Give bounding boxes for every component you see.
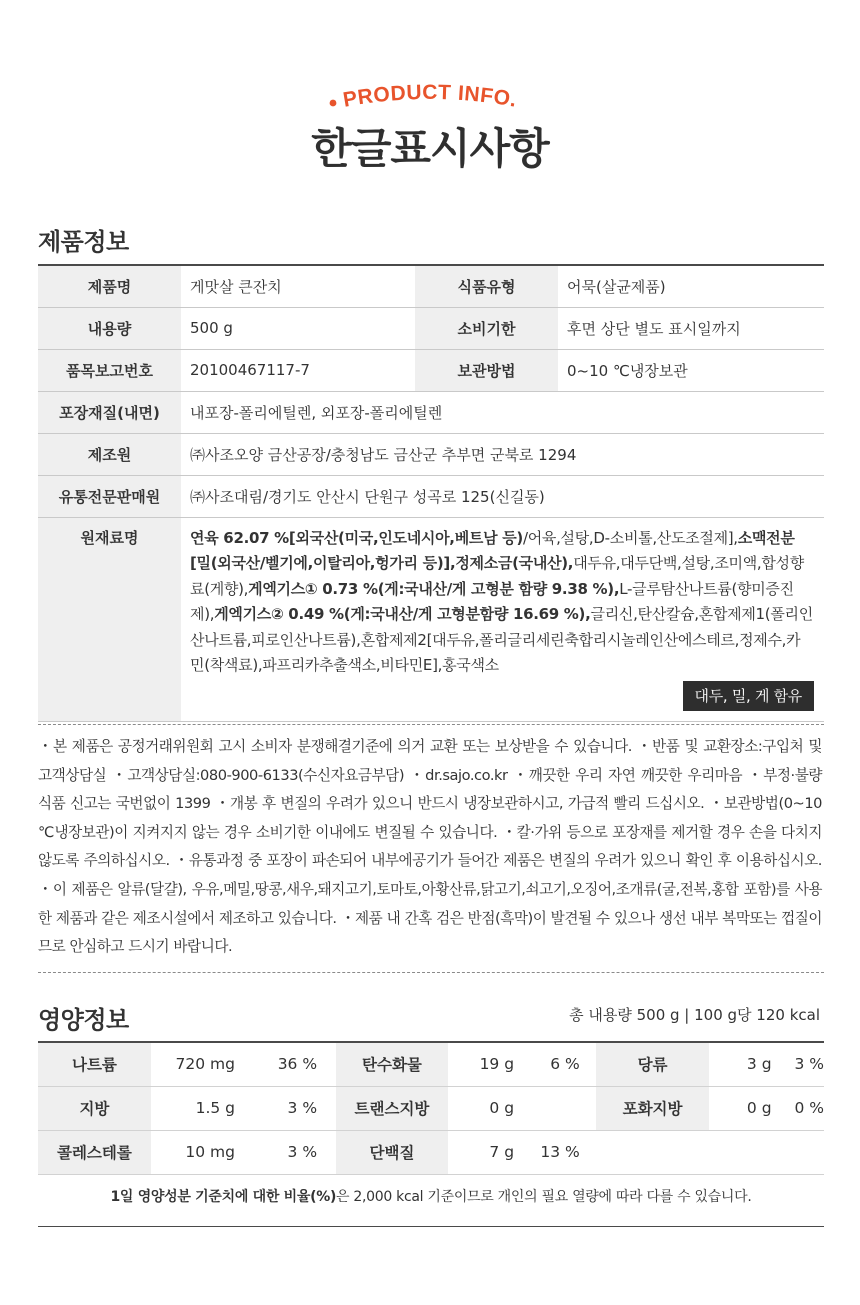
- info-key: 내용량: [38, 307, 181, 349]
- nutrient-amount: 0 g: [709, 1086, 772, 1130]
- product-info-table: [38, 264, 824, 722]
- nutrient-amount: 7 g: [448, 1130, 514, 1174]
- nutrient-percent: 0 %: [772, 1086, 824, 1130]
- info-key: 유통전문판매원: [38, 475, 181, 517]
- allergy-badge: 대두, 밀, 게 함유: [683, 681, 814, 711]
- nutrient-amount: 0 g: [448, 1086, 514, 1130]
- column-gap: [317, 1086, 335, 1130]
- info-value: 후면 상단 별도 표시일까지: [558, 307, 824, 349]
- nutrient-amount: 19 g: [448, 1042, 514, 1086]
- nutrient-percent: 36 %: [235, 1042, 317, 1086]
- ingredient-part: 대두유,대두단백,설탕,조미액,합성향료(게향),: [190, 554, 804, 598]
- ingredients-text: [190, 526, 814, 679]
- nutrient-name: 지방: [38, 1086, 151, 1130]
- info-key: 품목보고번호: [38, 349, 181, 391]
- nutrition-note-rest: 은 2,000 kcal 기준이므로 개인의 필요 열량에 따라 다를 수 있습니다.: [336, 1189, 752, 1205]
- eyebrow-text: PRODUCT INFO.: [341, 80, 519, 112]
- nutrition-note: [38, 1181, 824, 1227]
- nutrition-title: 영양정보: [38, 1006, 129, 1034]
- nutrient-name: 콜레스테롤: [38, 1130, 151, 1174]
- ingredient-part: L-글루탐산나트륨(향미증진제),: [190, 579, 794, 623]
- nutrition-table: [38, 1041, 824, 1175]
- svg-text:PRODUCT INFO.: [341, 81, 518, 112]
- ingredient-part: 게엑기스② 0.49 %(게:국내산/게 고형분함량 16.69 %),: [214, 605, 591, 623]
- column-gap: [317, 1042, 335, 1086]
- nutrient-percent: [772, 1130, 824, 1174]
- info-row: [38, 433, 824, 475]
- info-value: ㈜사조대림/경기도 안산시 단원구 성곡로 125(신길동): [181, 475, 824, 517]
- info-row: [38, 391, 824, 433]
- nutrient-amount: 1.5 g: [151, 1086, 235, 1130]
- nutrient-amount: [709, 1130, 772, 1174]
- nutrition-row: [38, 1042, 824, 1086]
- nutrition-note-bold: 1일 영양성분 기준치에 대한 비율(%): [110, 1189, 337, 1205]
- nutrient-name: 당류: [596, 1042, 709, 1086]
- info-row: [38, 307, 824, 349]
- info-value: ㈜사조오양 금산공장/충청남도 금산군 추부면 군북로 1294: [181, 433, 824, 475]
- product-info-eyebrow: [0, 70, 860, 120]
- info-row: [38, 475, 824, 517]
- info-value: 0~10 ℃냉장보관: [558, 349, 824, 391]
- page-title: 한글표시사항: [311, 124, 549, 173]
- info-key: 보관방법: [415, 349, 558, 391]
- info-value: 20100467117-7: [181, 349, 415, 391]
- nutrient-name: [596, 1130, 709, 1174]
- info-value: 내포장-폴리에틸렌, 외포장-폴리에틸렌: [181, 391, 824, 433]
- nutrition-row: [38, 1130, 824, 1174]
- nutrient-percent: 6 %: [514, 1042, 580, 1086]
- nutrient-amount: 10 mg: [151, 1130, 235, 1174]
- nutrient-percent: [514, 1086, 580, 1130]
- info-key: 제조원: [38, 433, 181, 475]
- ingredient-part: 게엑기스① 0.73 %(게:국내산/게 고형분 함량 9.38 %),: [248, 579, 620, 598]
- page-header: [0, 70, 860, 176]
- nutrient-percent: 3 %: [772, 1042, 824, 1086]
- column-gap: [580, 1130, 596, 1174]
- info-key: 원재료명: [38, 517, 181, 721]
- nutrition-total: 총 내용량 500 g | 100 g당 120 kcal: [569, 1006, 820, 1024]
- info-row-ingredients: [38, 517, 824, 721]
- eyebrow-dot-icon: [330, 100, 337, 107]
- nutrient-name: 단백질: [336, 1130, 449, 1174]
- info-value: 어묵(살균제품): [558, 265, 824, 307]
- info-key: 제품명: [38, 265, 181, 307]
- nutrient-name: 탄수화물: [336, 1042, 449, 1086]
- nutrient-percent: 13 %: [514, 1130, 580, 1174]
- ingredient-part: 글리신,탄산칼슘,혼합제제1(폴리인산나트륨,피로인산나트륨),혼합제제2[대두유,폴리글리세린축합리시놀레인산에스테르,정제수,카민(착색료),파프리카추출색소,비타민E],홍국색소: [190, 605, 813, 674]
- product-info-title: 제품정보: [38, 228, 129, 256]
- ingredient-part: 소맥전분[밀(외국산/벨기에,이탈리아,헝가리 등)],정제소금(국내산),: [190, 528, 795, 572]
- nutrition-row: [38, 1086, 824, 1130]
- column-gap: [580, 1042, 596, 1086]
- nutrient-name: 나트륨: [38, 1042, 151, 1086]
- info-key: 식품유형: [415, 265, 558, 307]
- info-row: [38, 265, 824, 307]
- column-gap: [317, 1130, 335, 1174]
- info-key: 포장재질(내면): [38, 391, 181, 433]
- nutrient-percent: 3 %: [235, 1130, 317, 1174]
- nutrient-percent: 3 %: [235, 1086, 317, 1130]
- nutrient-name: 포화지방: [596, 1086, 709, 1130]
- nutrient-amount: 720 mg: [151, 1042, 235, 1086]
- ingredient-part: /어육,설탕,D-소비톨,산도조절제],: [522, 528, 738, 547]
- ingredients-value: [181, 517, 824, 721]
- info-value: 게맛살 큰잔치: [181, 265, 415, 307]
- nutrient-amount: 3 g: [709, 1042, 772, 1086]
- info-key: 소비기한: [415, 307, 558, 349]
- info-value: 500 g: [181, 307, 415, 349]
- nutrient-name: 트랜스지방: [336, 1086, 449, 1130]
- ingredient-part: 연육 62.07 %[외국산(미국,인도네시아,베트남 등): [190, 528, 523, 547]
- column-gap: [580, 1086, 596, 1130]
- info-row: [38, 349, 824, 391]
- notice-text: ・본 제품은 공정거래위원회 고시 소비자 분쟁해결기준에 의거 교환 또는 보상받을 수 있습니다. ・반품 및 교환장소:구입처 및 고객상담실 ・고객상담실:080-900-6133(수신자요금부담) ・dr.sajo.co.kr ・깨끗한 우리 자연 깨끗한 우리마음 ・부정·불량 식품 신고는 국번없이 1399 ・개봉 후 변질의 우려가 있으니 반드시 냉장보관하시고, 가급적 빨리 드십시오. ・보관방법(0~10 ℃냉장보관)이 지켜지지 않는 경우 소비기한 이내에도 변질될 수 있습니다. ・칼·가위 등으로 포장재를 제거할 경우 손을 다치지 않도록 주의하십시오. ・유통과정 중 포장이 파손되어 내부에공기가 들어간 제품은 변질의 우려가 있으니 확인 후 이용하십시오. ・이 제품은 알류(달걀), 우유,메밀,땅콩,새우,돼지고기,토마토,아황산류,닭고기,쇠고기,오징어,조개류(굴,전복,홍합 포함)를 사용한 제품과 같은 제조시설에서 제조하고 있습니다. ・제품 내 간혹 검은 반점(흑막)이 발견될 수 있으나 생선 내부 복막또는 껍질이므로 안심하고 드시기 바랍니다.: [38, 724, 824, 973]
